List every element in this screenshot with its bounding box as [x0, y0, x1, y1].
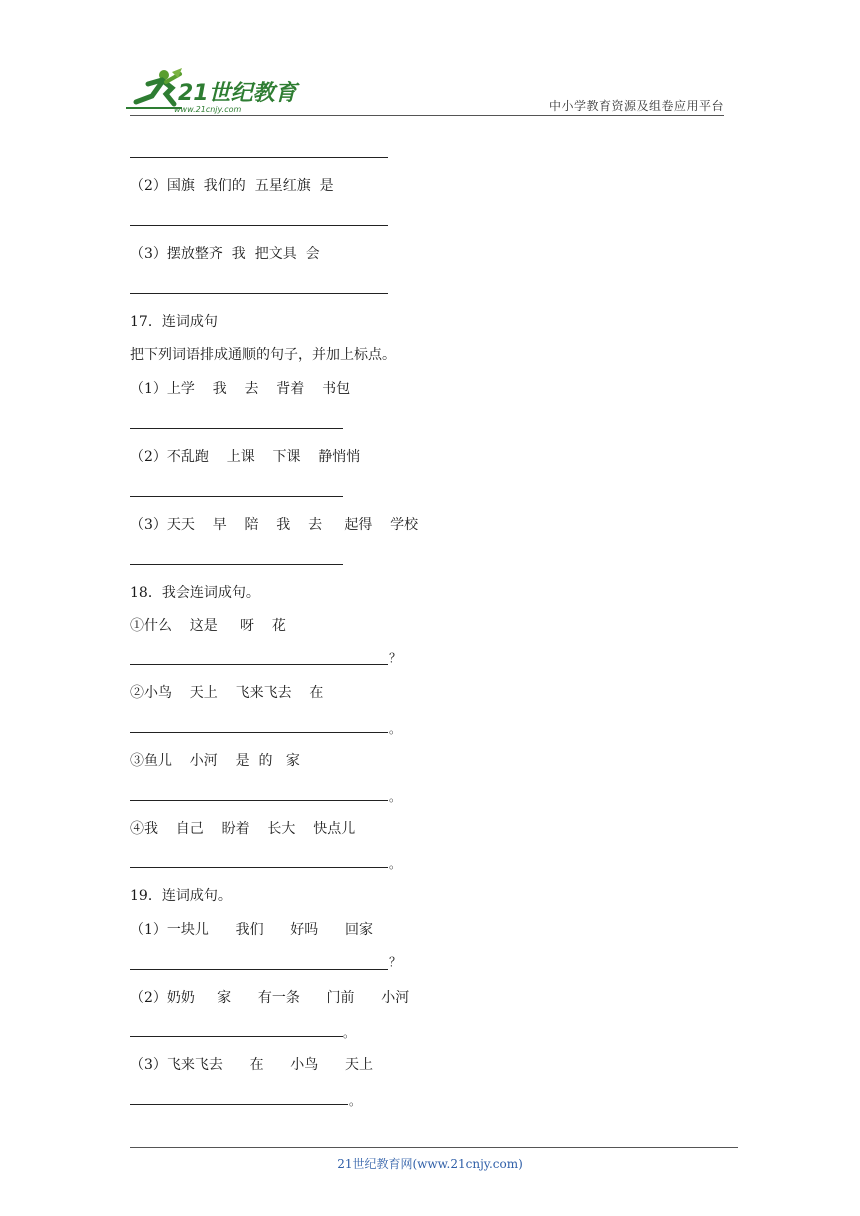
answer-line-18-2[interactable] — [130, 732, 388, 733]
footer-site-link[interactable]: 21世纪教育网(www.21cnjy.com) — [337, 1157, 523, 1171]
q18-end-mark-4: 。 — [389, 857, 402, 871]
q18-item-3: ③鱼儿 小河 是 的 家 — [130, 753, 300, 769]
site-logo — [122, 64, 312, 116]
header-divider — [130, 115, 724, 116]
answer-line-19-1[interactable] — [130, 969, 388, 970]
logo-text: 21世纪教育 — [178, 81, 297, 106]
answer-line-17-2[interactable] — [130, 496, 343, 497]
answer-line-18-4[interactable] — [130, 867, 388, 868]
answer-line-16-3[interactable] — [130, 293, 388, 294]
q17-title: 17．连词成句 — [130, 314, 218, 330]
answer-line-17-1[interactable] — [130, 428, 343, 429]
answer-line-16-1[interactable] — [130, 157, 388, 158]
q19-end-mark-1: ？ — [389, 955, 402, 969]
q19-item-3: （3）飞来飞去 在 小鸟 天上 — [130, 1057, 374, 1073]
q17-instruction: 把下列词语排成通顺的句子，并加上标点。 — [130, 347, 396, 363]
q18-item-4: ④我 自己 盼着 长大 快点儿 — [130, 821, 356, 837]
q19-title: 19．连词成句。 — [130, 888, 232, 904]
q19-item-2: （2）奶奶 家 有一条 门前 小河 — [130, 990, 410, 1006]
header-platform-text: 中小学教育资源及组卷应用平台 — [548, 99, 724, 113]
answer-line-19-3[interactable] — [130, 1104, 348, 1105]
runner-logo-icon — [126, 68, 182, 108]
q18-end-mark-2: 。 — [389, 722, 402, 736]
answer-line-18-1[interactable] — [130, 664, 388, 665]
q19-item-1: （1）一块儿 我们 好吗 回家 — [130, 922, 374, 938]
q17-item-2: （2）不乱跑 上课 下课 静悄悄 — [130, 449, 361, 465]
q16-item-3: （3）摆放整齐 我 把文具 会 — [130, 246, 320, 262]
q18-item-1: ①什么 这是 呀 花 — [130, 618, 286, 634]
q16-item-2: （2）国旗 我们的 五星红旗 是 — [130, 178, 334, 194]
logo-url: www.21cnjy.com — [174, 105, 242, 114]
answer-line-17-3[interactable] — [130, 564, 343, 565]
q18-end-mark-1: ？ — [389, 651, 402, 665]
answer-line-16-2[interactable] — [130, 225, 388, 226]
q18-item-2: ②小鸟 天上 飞来飞去 在 — [130, 685, 324, 701]
answer-line-18-3[interactable] — [130, 800, 388, 801]
q18-end-mark-3: 。 — [389, 790, 402, 804]
answer-line-19-2[interactable] — [130, 1036, 343, 1037]
footer-divider — [130, 1147, 738, 1148]
q17-item-3: （3）天天 早 陪 我 去 起得 学校 — [130, 517, 419, 533]
q18-title: 18．我会连词成句。 — [130, 585, 260, 601]
q19-end-mark-3: 。 — [349, 1094, 362, 1108]
q17-item-1: （1）上学 我 去 背着 书包 — [130, 381, 351, 397]
q19-end-mark-2: 。 — [343, 1026, 356, 1040]
